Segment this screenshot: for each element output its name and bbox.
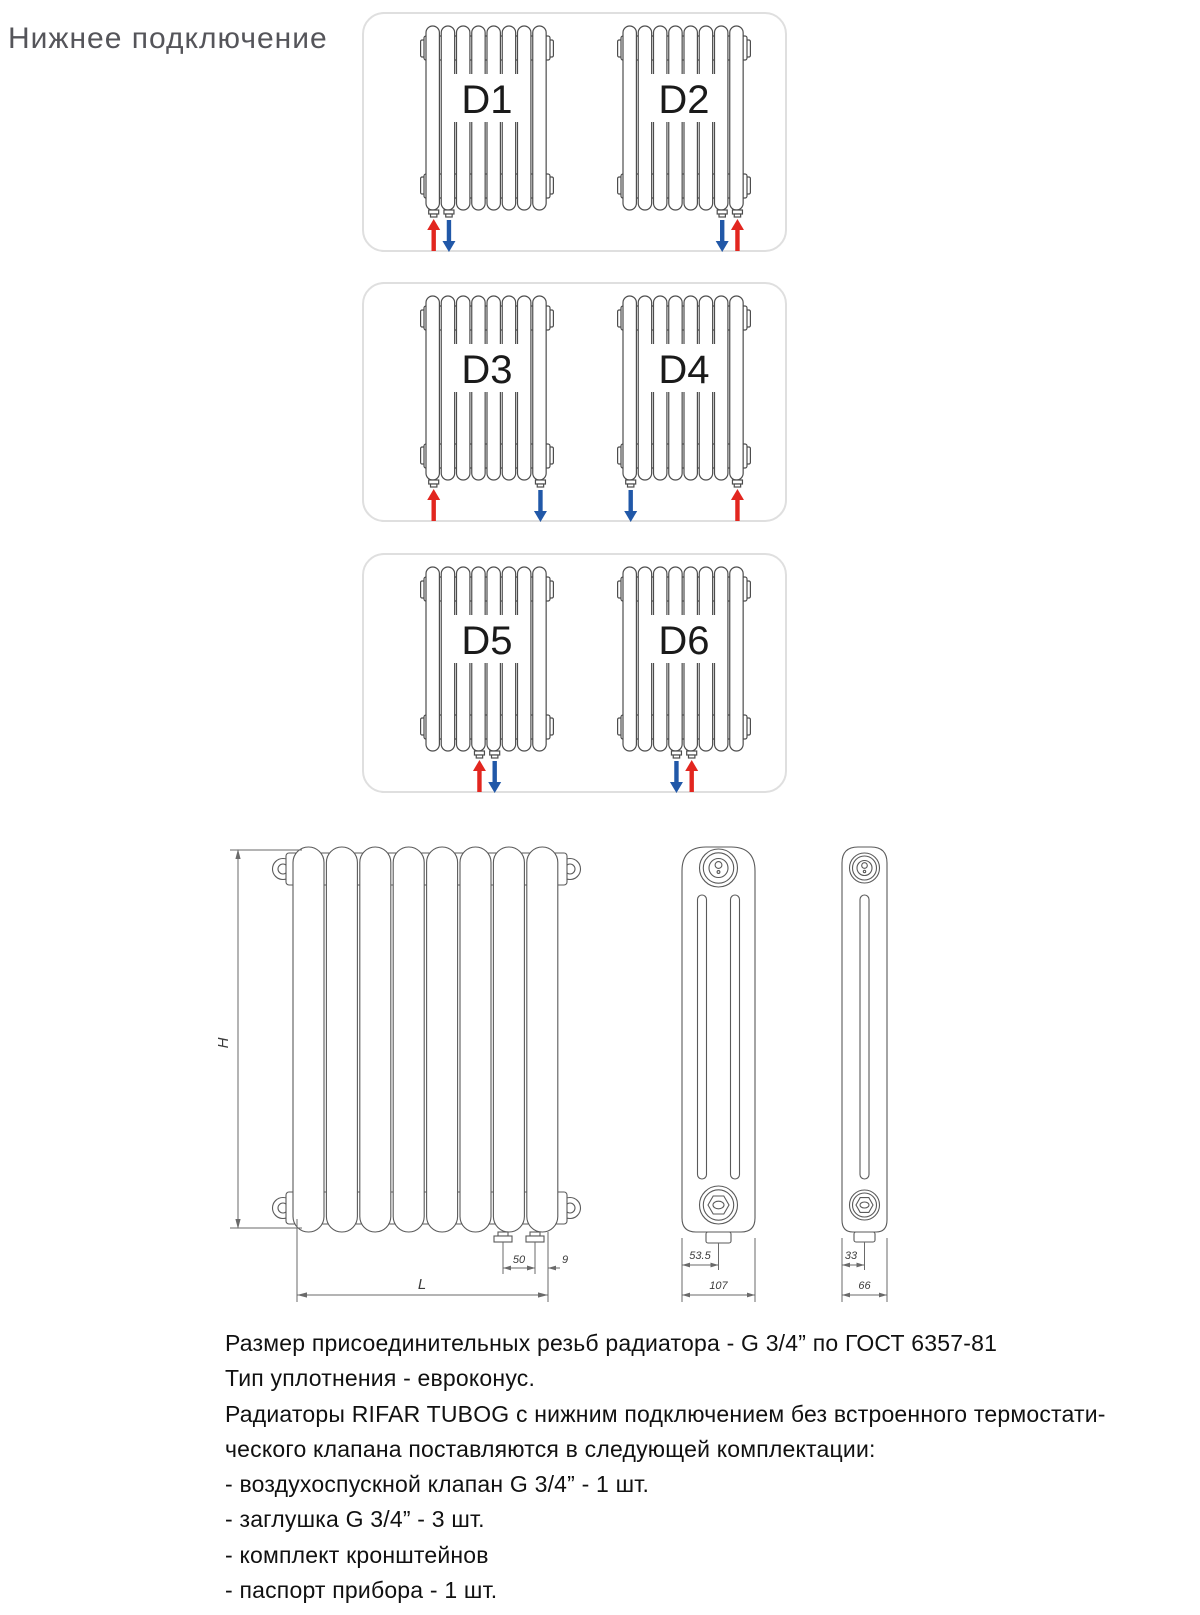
scheme-box-1: [362, 12, 787, 252]
note-line: - комплект кронштейнов: [225, 1541, 489, 1568]
radiator-diagram-D1: [420, 24, 554, 252]
note-line: - воздухоспускной клапан G 3/4” - 1 шт.: [225, 1471, 650, 1498]
note-line: - заглушка G 3/4” - 3 шт.: [225, 1506, 485, 1533]
diagram-label: D5: [461, 619, 513, 663]
diagram-label: D4: [658, 348, 710, 392]
diagram-slot: [617, 565, 751, 793]
scheme-box-2: [362, 282, 787, 522]
dim-label-33: 33: [844, 1250, 858, 1262]
diagram-slot: [617, 294, 751, 522]
page-title: Нижнее подключение: [8, 22, 328, 55]
scheme-box-3: [362, 553, 787, 793]
diagram-label: D3: [461, 348, 513, 392]
dim-label-50: 50: [512, 1254, 526, 1266]
note-line: Тип уплотнения - евроконус.: [225, 1365, 536, 1392]
radiator-diagram-D2: [617, 24, 751, 252]
dim-label-H: H: [215, 1037, 232, 1049]
diagram-slot: [420, 294, 554, 522]
dim-label-66: 66: [858, 1280, 871, 1292]
note-line: Размер присоединительных резьб радиатора - G 3/4” по ГОСТ 6357-81: [225, 1330, 998, 1356]
radiator-diagram-D5: [420, 565, 554, 793]
note-line: - паспорт прибора - 1 шт.: [225, 1577, 498, 1604]
front-view-drawing: [273, 847, 581, 1242]
radiator-diagram-D3: [420, 294, 554, 522]
side-view-107-dimensions: [682, 1238, 755, 1302]
technical-drawing: [180, 815, 900, 1315]
diagram-label: D2: [658, 78, 710, 122]
note-line: ческого клапана поставляются в следующей комплектации:: [225, 1435, 876, 1462]
dim-label-53-5: 53.5: [689, 1250, 711, 1262]
dim-label-L: L: [417, 1276, 427, 1293]
diagram-slot: [617, 24, 751, 252]
radiator-diagram-D6: [617, 565, 751, 793]
diagram-slot: [420, 24, 554, 252]
dim-label-9: 9: [562, 1254, 569, 1266]
diagram-label: D1: [461, 78, 513, 122]
side-view-66-dimensions: [842, 1238, 887, 1302]
side-view-107-drawing: [682, 847, 755, 1243]
note-line: Радиаторы RIFAR TUBOG с нижним подключением без встроенного термостати-: [225, 1400, 1106, 1427]
notes: [225, 1326, 1175, 1608]
dim-label-107: 107: [709, 1280, 728, 1292]
radiator-diagram-D4: [617, 294, 751, 522]
side-view-66-drawing: [842, 847, 887, 1242]
diagram-slot: [420, 565, 554, 793]
diagram-label: D6: [658, 619, 710, 663]
